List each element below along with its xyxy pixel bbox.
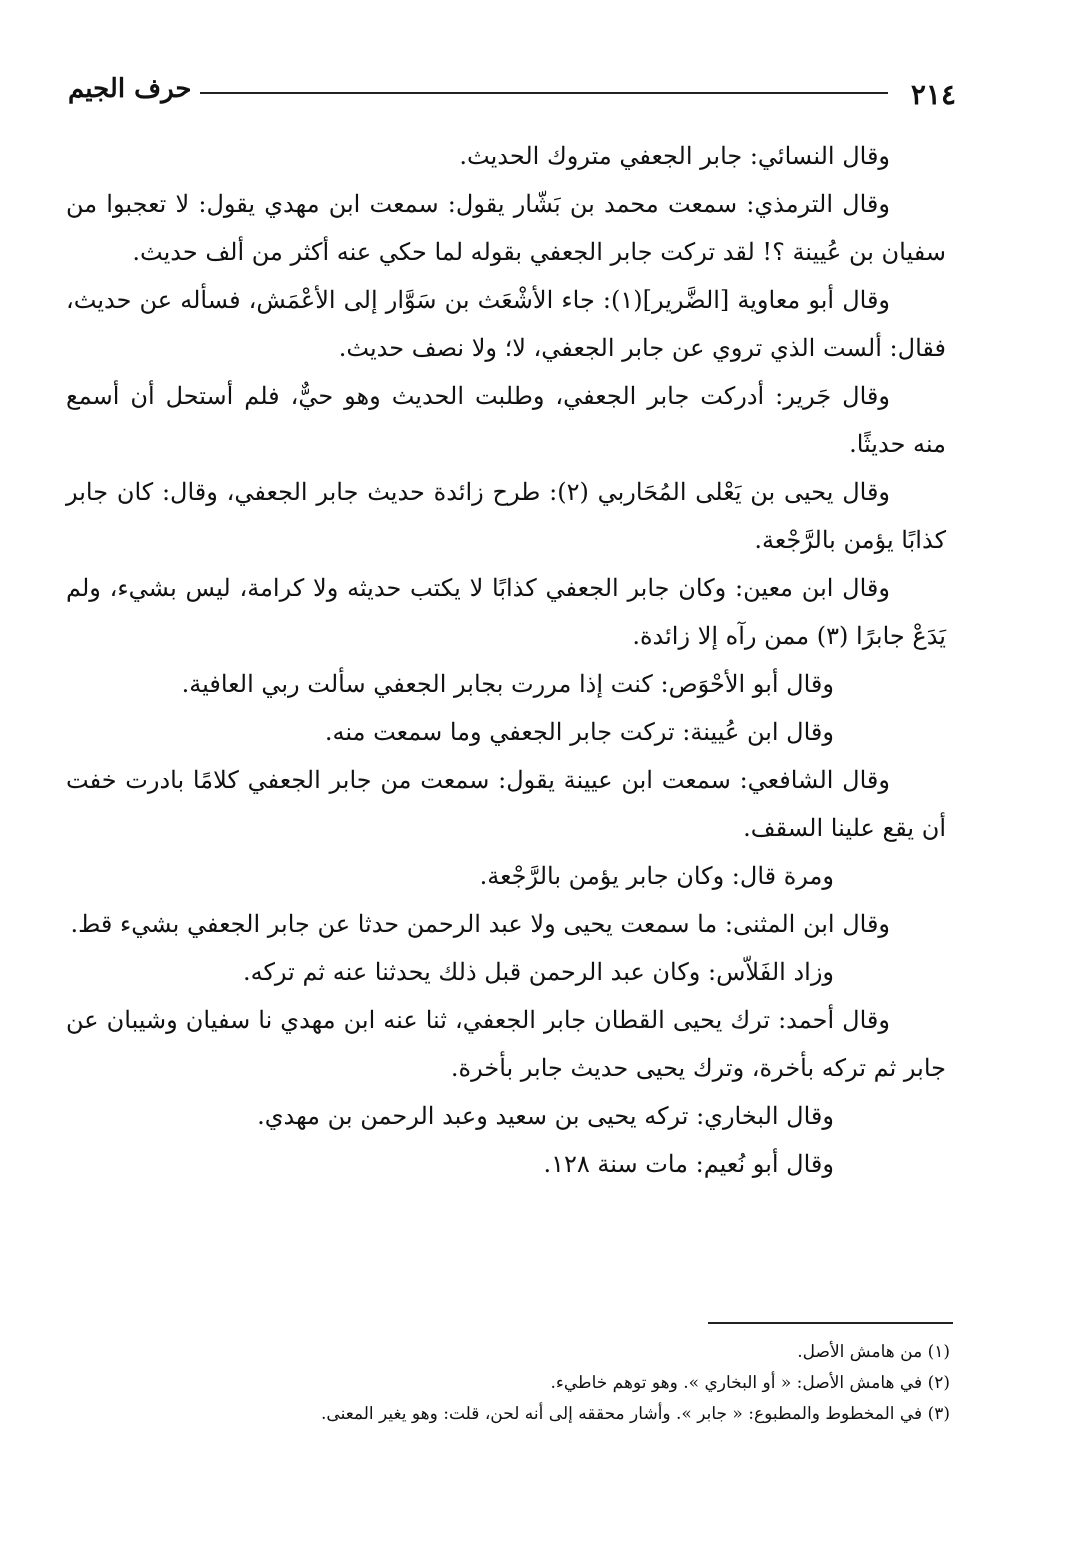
paragraph: وقال البخاري: تركه يحيى بن سعيد وعبد الرحمن بن مهدي. [257,1102,834,1130]
paragraph: وقال النسائي: جابر الجعفي متروك الحديث. [459,142,890,170]
footnote: (٣) في المخطوط والمطبوع: « جابر ». وأشار محققه إلى أنه لحن، قلت: وهو يغير المعنى. [321,1404,950,1424]
paragraph: وقال ابن معين: وكان جابر الجعفي كذابًا لا يكتب حديثه ولا كرامة، ليس بشيء، ولم يَدَعْ جابرًا (٣) ممن رآه إلا زائدة. [66,574,946,650]
footnote: (١) من هامش الأصل. [797,1342,950,1362]
paragraph: وقال ابن عُيينة: تركت جابر الجعفي وما سمعت منه. [324,718,834,746]
footnote-separator [708,1322,953,1324]
paragraph: وزاد الفَلاّس: وكان عبد الرحمن قبل ذلك يحدثنا عنه ثم تركه. [242,958,834,986]
paragraph: وقال أبو نُعيم: مات سنة ١٢٨. [543,1150,834,1178]
paragraph: وقال أحمد: ترك يحيى القطان جابر الجعفي، ثنا عنه ابن مهدي نا سفيان وشيبان عن جابر ثم تركه بأخرة، وترك يحيى حديث جابر بأخرة. [66,1006,946,1082]
paragraph: وقال الترمذي: سمعت محمد بن بَشّار يقول: سمعت ابن مهدي يقول: لا تعجبوا من سفيان بن عُيينة ؟! لقد تركت جابر الجعفي بقوله لما حكي عنه أكثر من ألف حديث. [66,190,946,266]
paragraph: وقال الشافعي: سمعت ابن عيينة يقول: سمعت من جابر الجعفي كلامًا بادرت خفت أن يقع علينا السقف. [66,766,946,842]
header-rule [200,92,888,94]
main-text [66,132,946,1188]
paragraph: وقال يحيى بن يَعْلى المُحَاربي (٢): طرح زائدة حديث جابر الجعفي، وقال: كان جابر كذابًا يؤمن بالرَّجْعة. [66,478,946,554]
chapter-title: حرف الجيم [68,74,192,104]
paragraph: وقال أبو الأحْوَص: كنت إذا مررت بجابر الجعفي سألت ربي العافية. [181,670,834,698]
footnotes [120,1337,950,1430]
paragraph: وقال أبو معاوية [الضَّرير](١): جاء الأشْعَث بن سَوَّار إلى الأعْمَش، فسأله عن حديث، فقال: ألست الذي تروي عن جابر الجعفي، لا؛ ولا نصف حديث. [66,286,946,362]
footnote: (٢) في هامش الأصل: « أو البخاري ». وهو توهم خاطيء. [550,1373,950,1393]
page-header [58,70,1048,120]
paragraph: وقال جَرير: أدركت جابر الجعفي، وطلبت الحديث وهو حيٌّ، فلم أستحل أن أسمع منه حديثًا. [66,382,946,458]
paragraph: ومرة قال: وكان جابر يؤمن بالرَّجْعة. [479,862,834,890]
page-number: ٢١٤ [910,78,956,111]
paragraph: وقال ابن المثنى: ما سمعت يحيى ولا عبد الرحمن حدثا عن جابر الجعفي بشيء قط. [70,910,890,938]
